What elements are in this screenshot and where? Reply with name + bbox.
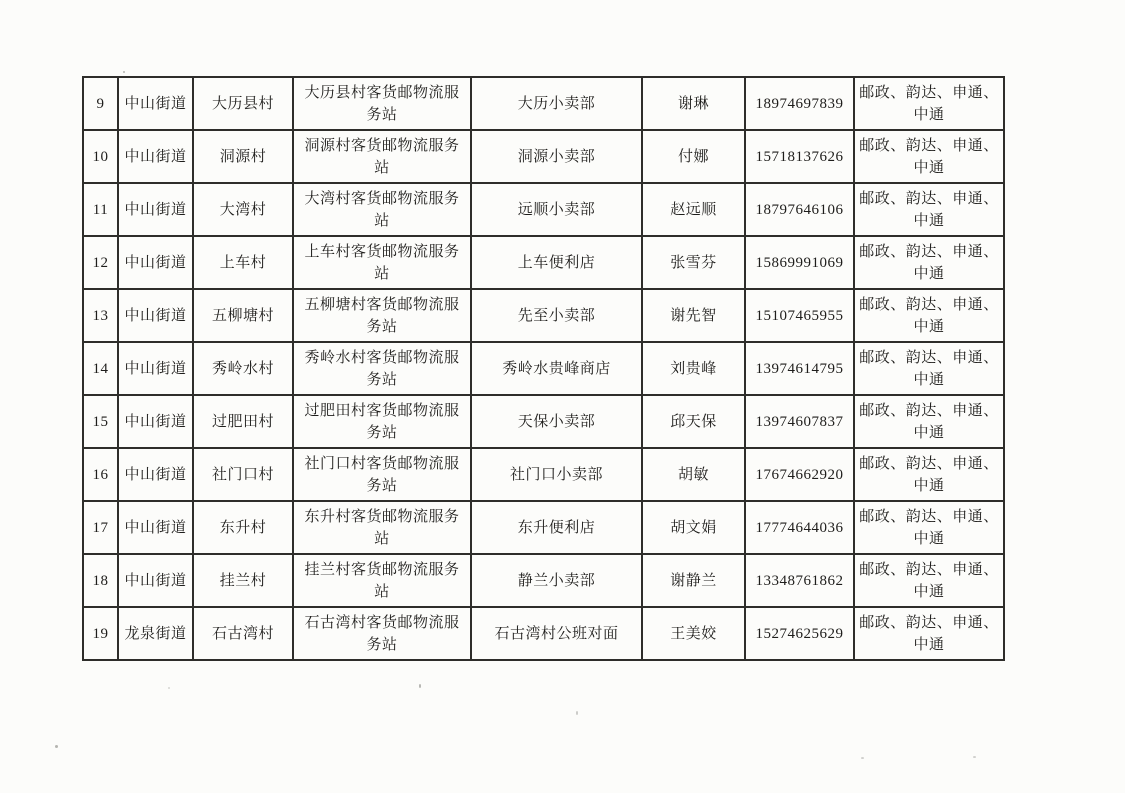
cell-phone: 13348761862 — [745, 554, 854, 607]
cell-couriers: 邮政、韵达、申通、中通 — [854, 554, 1004, 607]
cell-phone: 15718137626 — [745, 130, 854, 183]
table-row — [83, 77, 1004, 130]
cell-contact: 谢琳 — [642, 77, 745, 130]
cell-village: 挂兰村 — [193, 554, 293, 607]
cell-street: 中山街道 — [118, 448, 193, 501]
table-row — [83, 183, 1004, 236]
cell-contact: 王美姣 — [642, 607, 745, 660]
table-row — [83, 342, 1004, 395]
cell-couriers: 邮政、韵达、申通、中通 — [854, 607, 1004, 660]
scan-speck — [576, 711, 578, 715]
table-row — [83, 448, 1004, 501]
cell-no: 18 — [83, 554, 118, 607]
table-row — [83, 501, 1004, 554]
cell-location: 静兰小卖部 — [471, 554, 642, 607]
cell-street: 中山街道 — [118, 395, 193, 448]
cell-phone: 17674662920 — [745, 448, 854, 501]
cell-no: 17 — [83, 501, 118, 554]
cell-contact: 赵远顺 — [642, 183, 745, 236]
cell-village: 五柳塘村 — [193, 289, 293, 342]
cell-station: 社门口村客货邮物流服务站 — [293, 448, 471, 501]
cell-no: 10 — [83, 130, 118, 183]
cell-street: 中山街道 — [118, 342, 193, 395]
cell-no: 16 — [83, 448, 118, 501]
cell-street: 中山街道 — [118, 289, 193, 342]
scan-speck — [168, 687, 170, 689]
cell-couriers: 邮政、韵达、申通、中通 — [854, 183, 1004, 236]
cell-street: 龙泉街道 — [118, 607, 193, 660]
table-row — [83, 289, 1004, 342]
cell-station: 石古湾村客货邮物流服务站 — [293, 607, 471, 660]
cell-couriers: 邮政、韵达、申通、中通 — [854, 448, 1004, 501]
cell-phone: 13974607837 — [745, 395, 854, 448]
cell-street: 中山街道 — [118, 554, 193, 607]
cell-street: 中山街道 — [118, 77, 193, 130]
cell-couriers: 邮政、韵达、申通、中通 — [854, 130, 1004, 183]
cell-couriers: 邮政、韵达、申通、中通 — [854, 501, 1004, 554]
cell-village: 秀岭水村 — [193, 342, 293, 395]
cell-phone: 15869991069 — [745, 236, 854, 289]
cell-station: 洞源村客货邮物流服务站 — [293, 130, 471, 183]
scan-speck — [861, 757, 864, 759]
cell-contact: 邱天保 — [642, 395, 745, 448]
cell-no: 12 — [83, 236, 118, 289]
cell-station: 过肥田村客货邮物流服务站 — [293, 395, 471, 448]
table-body — [83, 77, 1004, 660]
cell-station: 挂兰村客货邮物流服务站 — [293, 554, 471, 607]
cell-station: 五柳塘村客货邮物流服务站 — [293, 289, 471, 342]
cell-couriers: 邮政、韵达、申通、中通 — [854, 289, 1004, 342]
table-row — [83, 607, 1004, 660]
cell-street: 中山街道 — [118, 183, 193, 236]
cell-no: 14 — [83, 342, 118, 395]
table-row — [83, 236, 1004, 289]
cell-village: 大历县村 — [193, 77, 293, 130]
cell-street: 中山街道 — [118, 130, 193, 183]
scan-speck — [55, 745, 58, 748]
cell-location: 远顺小卖部 — [471, 183, 642, 236]
cell-no: 19 — [83, 607, 118, 660]
cell-no: 11 — [83, 183, 118, 236]
cell-location: 天保小卖部 — [471, 395, 642, 448]
cell-contact: 付娜 — [642, 130, 745, 183]
cell-phone: 13974614795 — [745, 342, 854, 395]
cell-station: 东升村客货邮物流服务站 — [293, 501, 471, 554]
cell-couriers: 邮政、韵达、申通、中通 — [854, 395, 1004, 448]
cell-contact: 谢先智 — [642, 289, 745, 342]
cell-location: 秀岭水贵峰商店 — [471, 342, 642, 395]
cell-location: 上车便利店 — [471, 236, 642, 289]
cell-contact: 胡文娟 — [642, 501, 745, 554]
cell-no: 9 — [83, 77, 118, 130]
cell-village: 洞源村 — [193, 130, 293, 183]
table-row — [83, 395, 1004, 448]
cell-location: 石古湾村公班对面 — [471, 607, 642, 660]
cell-village: 石古湾村 — [193, 607, 293, 660]
cell-village: 上车村 — [193, 236, 293, 289]
cell-street: 中山街道 — [118, 501, 193, 554]
cell-station: 大历县村客货邮物流服务站 — [293, 77, 471, 130]
cell-phone: 15107465955 — [745, 289, 854, 342]
cell-location: 洞源小卖部 — [471, 130, 642, 183]
cell-location: 东升便利店 — [471, 501, 642, 554]
cell-street: 中山街道 — [118, 236, 193, 289]
cell-couriers: 邮政、韵达、申通、中通 — [854, 77, 1004, 130]
cell-village: 大湾村 — [193, 183, 293, 236]
cell-phone: 18974697839 — [745, 77, 854, 130]
cell-location: 社门口小卖部 — [471, 448, 642, 501]
cell-couriers: 邮政、韵达、申通、中通 — [854, 236, 1004, 289]
cell-no: 13 — [83, 289, 118, 342]
scan-speck — [419, 684, 421, 688]
scan-speck — [123, 71, 125, 73]
cell-location: 大历小卖部 — [471, 77, 642, 130]
cell-contact: 谢静兰 — [642, 554, 745, 607]
cell-station: 上车村客货邮物流服务站 — [293, 236, 471, 289]
cell-couriers: 邮政、韵达、申通、中通 — [854, 342, 1004, 395]
cell-village: 社门口村 — [193, 448, 293, 501]
scan-speck — [973, 756, 976, 758]
cell-station: 秀岭水村客货邮物流服务站 — [293, 342, 471, 395]
cell-village: 过肥田村 — [193, 395, 293, 448]
cell-village: 东升村 — [193, 501, 293, 554]
cell-phone: 17774644036 — [745, 501, 854, 554]
cell-no: 15 — [83, 395, 118, 448]
cell-location: 先至小卖部 — [471, 289, 642, 342]
cell-phone: 18797646106 — [745, 183, 854, 236]
cell-station: 大湾村客货邮物流服务站 — [293, 183, 471, 236]
table-row — [83, 554, 1004, 607]
cell-phone: 15274625629 — [745, 607, 854, 660]
cell-contact: 张雪芬 — [642, 236, 745, 289]
cell-contact: 刘贵峰 — [642, 342, 745, 395]
village-logistics-table — [82, 76, 1005, 661]
cell-contact: 胡敏 — [642, 448, 745, 501]
table-row — [83, 130, 1004, 183]
